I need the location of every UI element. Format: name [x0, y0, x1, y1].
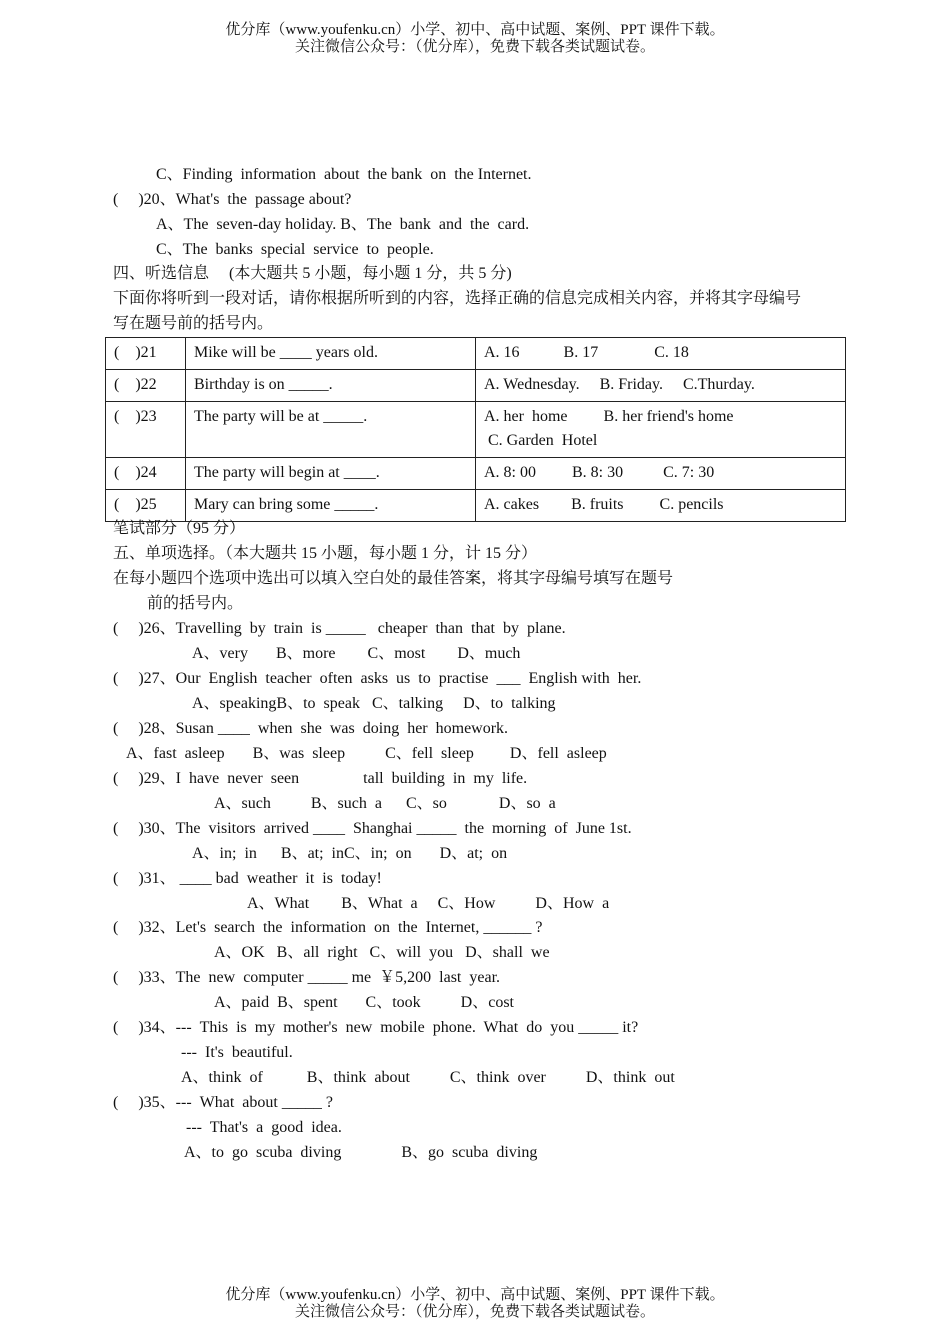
footer-line-1: 优分库（www.youfenku.cn）小学、初中、高中试题、案例、PPT 课件下载。	[225, 1287, 725, 1303]
question-text: The party will begin at ____.	[186, 458, 476, 490]
q33-options: A、paid B、spent C、took D、cost	[214, 994, 514, 1011]
q28-stem: ( )28、Susan ____ when she was doing her homework.	[113, 720, 509, 737]
question-number: ( )25	[106, 490, 186, 522]
q29-stem: ( )29、I have never seen tall building in my life.	[113, 770, 528, 787]
q34-stem: ( )34、--- This is my mother's new mobile phone. What do you _____ it?	[113, 1019, 639, 1036]
question-text: Mike will be ____ years old.	[186, 338, 476, 370]
table-row	[106, 338, 846, 370]
q31-stem: ( )31、 ____ bad weather it is today!	[113, 870, 382, 887]
footer-line-2: 关注微信公众号：（优分库），免费下载各类试题试卷。	[294, 1304, 655, 1320]
written-section-title: 笔试部分（95 分）	[113, 520, 246, 537]
question-text: Birthday is on _____.	[186, 370, 476, 402]
question-text: Mary can bring some _____.	[186, 490, 476, 522]
table-row	[106, 370, 846, 402]
q28-options: A、fast asleep B、was sleep C、fell sleep D、fell asleep	[126, 745, 607, 762]
question-options: A. her home B. her friend's home C. Garden Hotel	[476, 402, 846, 458]
question-options: A. 16 B. 17 C. 18	[476, 338, 846, 370]
question-number: ( )24	[106, 458, 186, 490]
q20-option-c: C、The banks special service to people.	[156, 241, 434, 258]
question-number: ( )21	[106, 338, 186, 370]
listening-table	[105, 337, 846, 522]
part5-instruction-1: 在每小题四个选项中选出可以填入空白处的最佳答案，将其字母编号填写在题号	[113, 570, 674, 587]
q31-options: A、What B、What a C、How D、How a	[247, 895, 610, 912]
q32-options: A、OK B、all right C、will you D、shall we	[214, 944, 550, 961]
question-text: The party will be at _____.	[186, 402, 476, 458]
q20-stem: ( )20、What's the passage about?	[113, 191, 352, 208]
page-header	[0, 22, 950, 56]
q30-stem: ( )30、The visitors arrived ____ Shanghai _____ the morning of June 1st.	[113, 820, 632, 837]
q26-stem: ( )26、Travelling by train is _____ cheaper than that by plane.	[113, 620, 566, 637]
part5-instruction-2: 前的括号内。	[147, 595, 244, 612]
table-row	[106, 490, 846, 522]
q19-option-c: C、Finding information about the bank on the Internet.	[156, 166, 532, 183]
q27-options: A、speakingB、to speak C、talking D、to talking	[192, 695, 556, 712]
q27-stem: ( )27、Our English teacher often asks us to practise ___ English with her.	[113, 670, 642, 687]
question-number: ( )23	[106, 402, 186, 458]
table-row	[106, 402, 846, 458]
part4-title: 四、听选信息 (本大题共 5 小题，每小题 1 分，共 5 分)	[113, 265, 512, 282]
q32-stem: ( )32、Let's search the information on the Internet, ______ ?	[113, 919, 543, 936]
q29-options: A、such B、such a C、so D、so a	[214, 795, 556, 812]
question-number: ( )22	[106, 370, 186, 402]
question-options: A. Wednesday. B. Friday. C.Thurday.	[476, 370, 846, 402]
header-line-1: 优分库（www.youfenku.cn）小学、初中、高中试题、案例、PPT 课件下载。	[225, 22, 725, 38]
q33-stem: ( )33、The new computer _____ me ￥5,200 last year.	[113, 969, 501, 986]
q35-options: A、to go scuba diving B、go scuba diving	[184, 1144, 538, 1161]
q20-options-ab: A、The seven-day holiday. B、The bank and the card.	[156, 216, 530, 233]
part5-title: 五、单项选择。（本大题共 15 小题，每小题 1 分，计 15 分）	[113, 545, 538, 562]
page-footer	[0, 1287, 950, 1321]
part4-instruction-1: 下面你将听到一段对话，请你根据所听到的内容，选择正确的信息完成相关内容，并将其字母编号	[113, 290, 802, 307]
question-options: A. 8: 00 B. 8: 30 C. 7: 30	[476, 458, 846, 490]
q35-stem: ( )35、--- What about _____ ?	[113, 1094, 333, 1111]
q26-options: A、very B、more C、most D、much	[192, 645, 521, 662]
q34-options: A、think of B、think about C、think over D、think out	[181, 1069, 675, 1086]
q30-options: A、in; in B、at; inC、in; on D、at; on	[192, 845, 508, 862]
q34-reply: --- It's beautiful.	[181, 1044, 293, 1061]
q35-reply: --- That's a good idea.	[186, 1119, 342, 1136]
header-line-2: 关注微信公众号：（优分库），免费下载各类试题试卷。	[294, 39, 655, 55]
part4-instruction-2: 写在题号前的括号内。	[113, 315, 274, 332]
question-options: A. cakes B. fruits C. pencils	[476, 490, 846, 522]
table-row	[106, 458, 846, 490]
